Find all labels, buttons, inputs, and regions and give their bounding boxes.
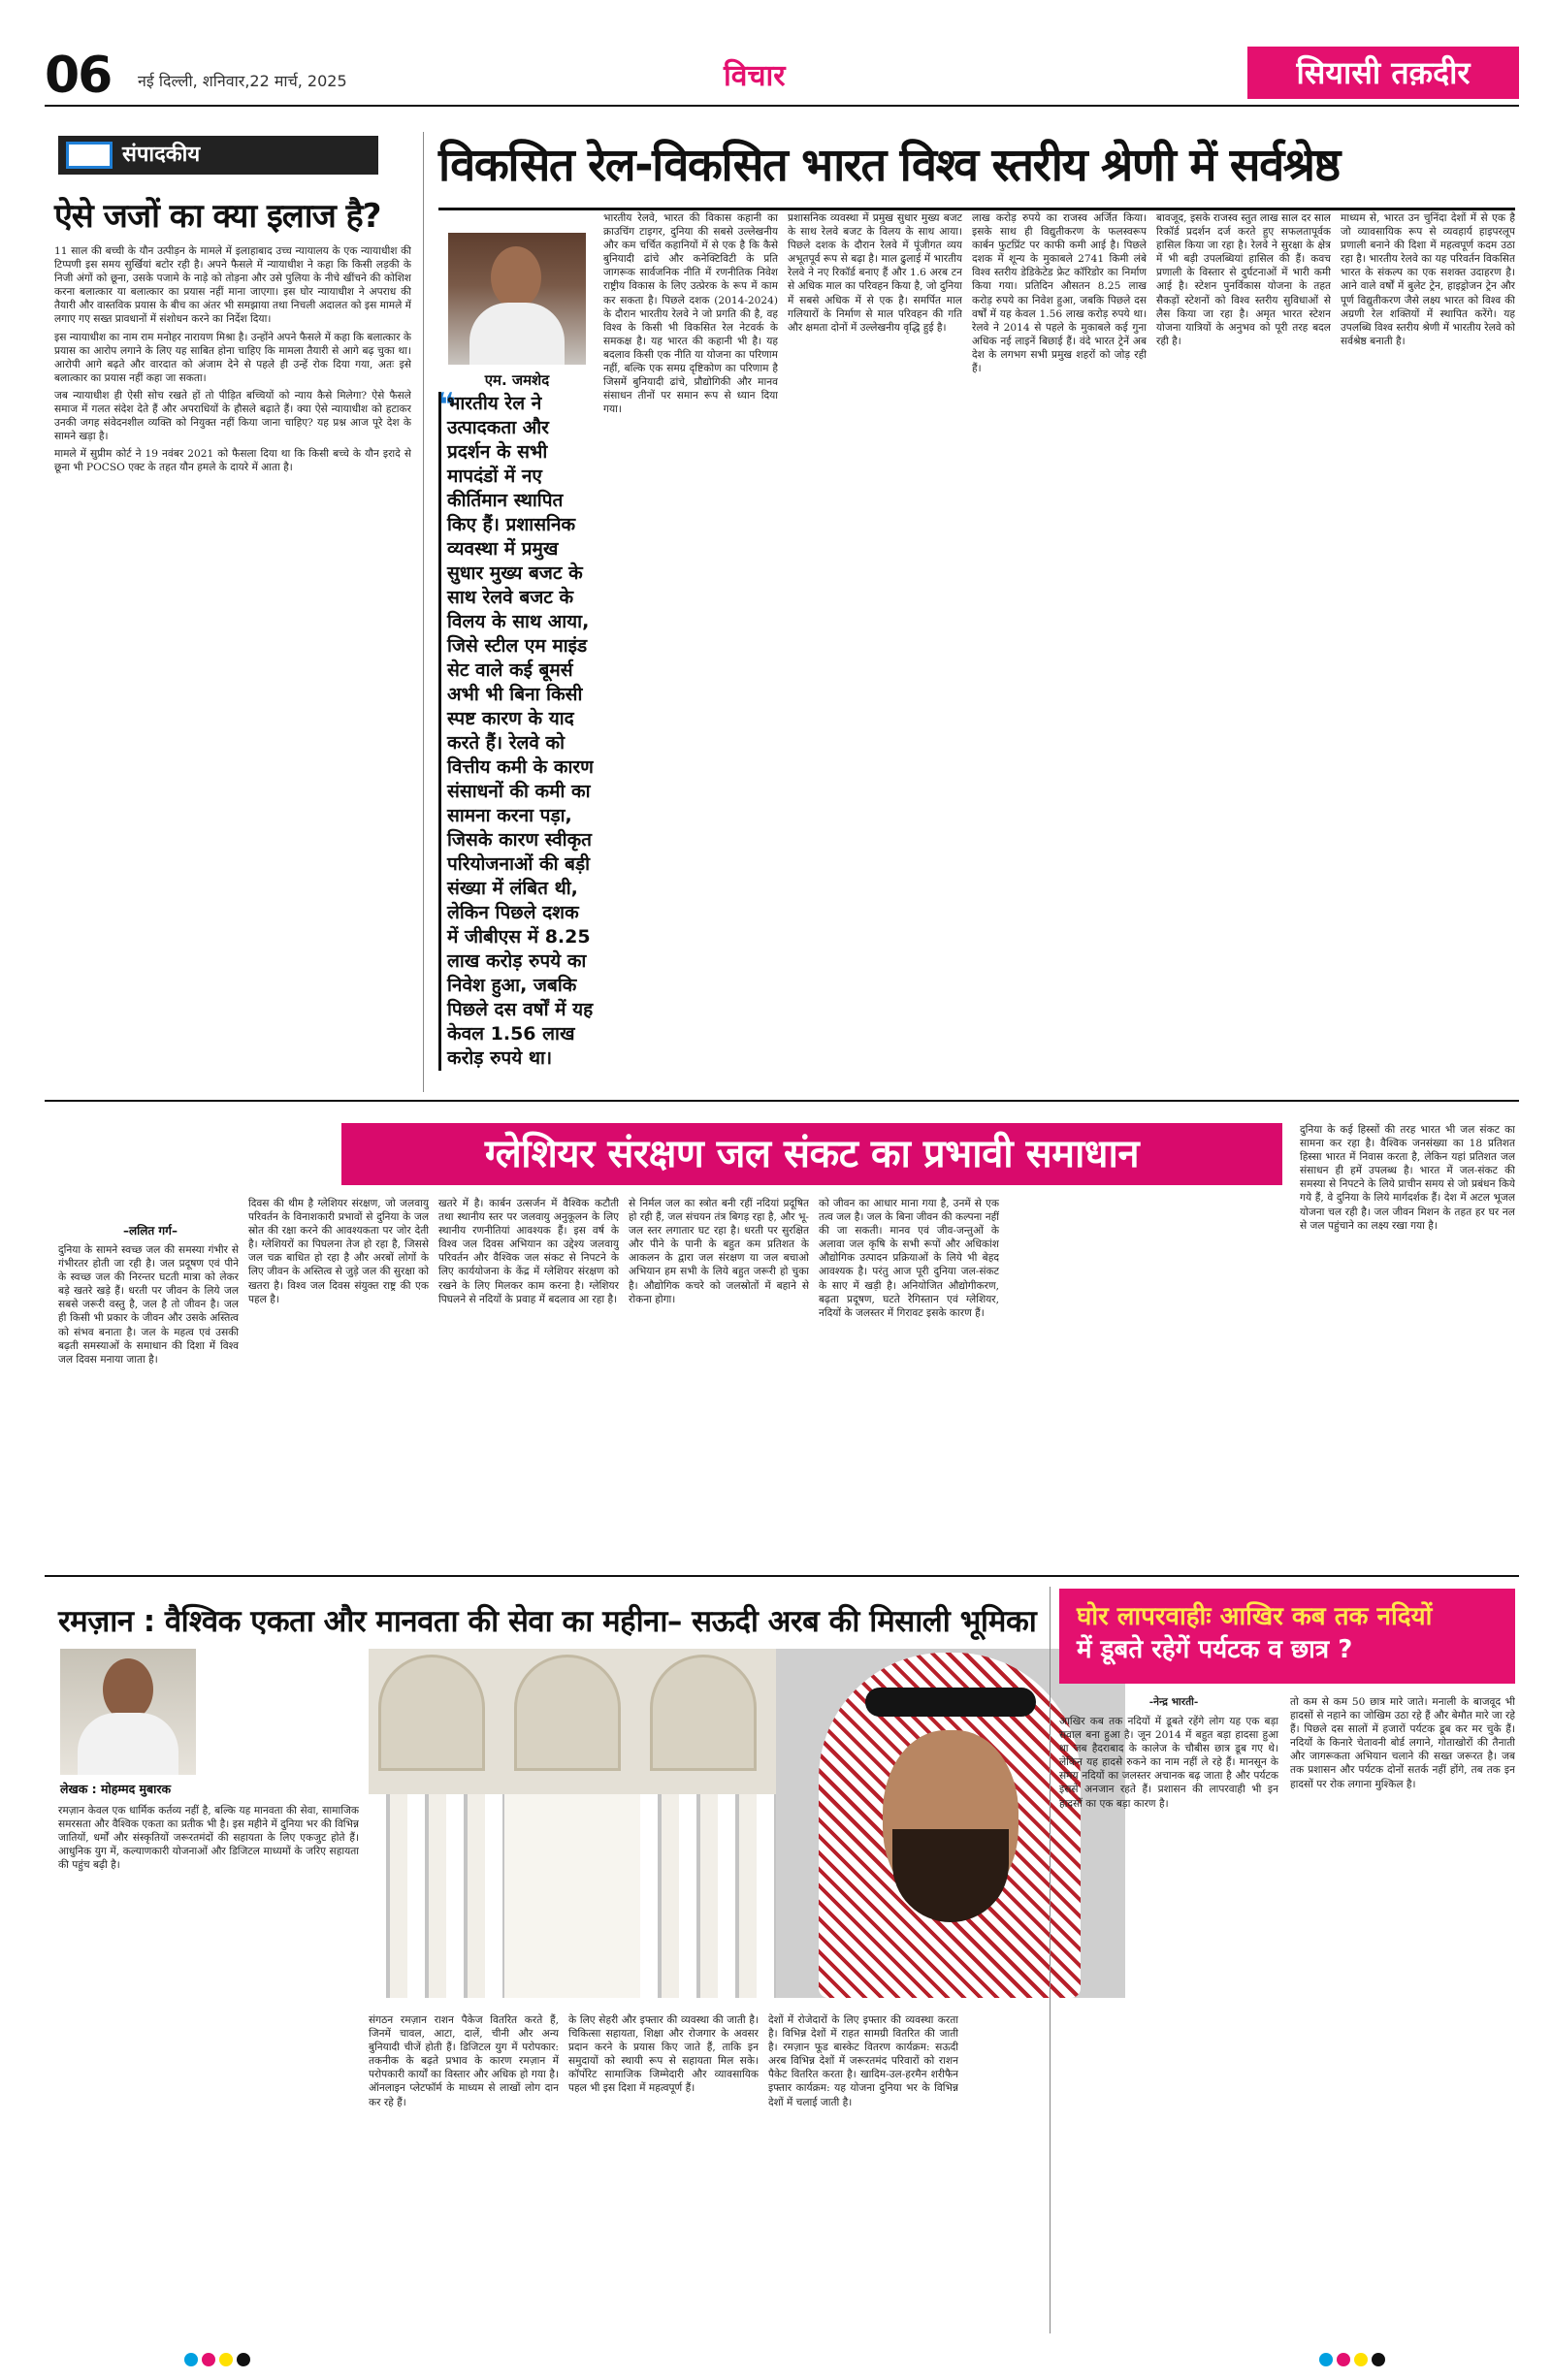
edition-date: नई दिल्ली, शनिवार,22 मार्च, 2025 — [138, 72, 347, 90]
lead-column: प्रशासनिक व्यवस्था में प्रमुख सुधार मुख्य बजट के साथ रेलवे बजट के विलय के साथ आया। पिछले दशक के दौरान रेलवे में पूंजीगत व्यय अभूतपूर्व रूप से बढ़ा है। माल ढुलाई में भारतीय रेलवे ने नए रिकॉर्ड बनाए हैं और 1.6 अरब टन से अधिक माल का परिवहन किया है, जो दुनिया में सबसे अधिक में से एक है। समर्पित माल गलियारों के निर्माण से माल परिवहन की गति और क्षमता दोनों में उल्लेखनीय वृद्धि हुई है। — [788, 212, 962, 334]
section-divider — [45, 1100, 1519, 1102]
lead-column: माध्यम से, भारत उन चुनिंदा देशों में से एक है जो व्यावसायिक रूप से व्यवहार्य हाइपरलूप प्रणाली बनाने की दिशा में महत्वपूर्ण कदम उठा रहा है। भारतीय रेलवे का यह परिवर्तन विकसित भारत के संकल्प का एक सशक्त उदाहरण है। आने वाले वर्षों में बुलेट ट्रेन, हाइड्रोजन ट्रेन और पूर्ण विद्युतीकरण जैसे लक्ष्य भारत को विश्व की अग्रणी रेल शक्तियों में स्थापित करेंगे। यह उपलब्धि विश्व स्तरीय श्रेणी में भारतीय रेलवे को सर्वश्रेष्ठ बनाती है। — [1341, 212, 1515, 347]
section-divider — [45, 1575, 1519, 1577]
editorial-paragraph: मामले में सुप्रीम कोर्ट ने 19 नवंबर 2021 को फैसला दिया था कि किसी बच्चे के यौन इरादे से छूना भी POCSO एक्ट के तहत यौन हमले के दायरे में आता है। — [54, 448, 411, 474]
pull-quote: भारतीय रेल ने उत्पादकता और प्रदर्शन के सभी मापदंडों में नए कीर्तिमान स्थापित किए हैं। प्रशासनिक व्यवस्था में प्रमुख सुधार मुख्य बजट के साथ रेलवे बजट के विलय के साथ आया, जिसे स्टील एम माइंड सेट वाले कई बूमर्स अभी भी बिना किसी स्पष्ट कारण के याद करते हैं। रेलवे को वित्तीय कमी के कारण संसाधनों की कमी का सामना करना पड़ा, जिसके कारण स्वीकृत परियोजनाओं की बड़ी संख्या में लंबित थी, लेकिन पिछले दशक में जीबीएस में 8.25 लाख करोड़ रुपये का निवेश हुआ, जबकि पिछले दस वर्षों में यह केवल 1.56 लाख करोड़ रुपये था। — [438, 392, 594, 1071]
lead-headline: विकसित रेल-विकसित भारत विश्व स्तरीय श्रेणी में सर्वश्रेष्ठ — [438, 132, 1515, 210]
page-number: 06 — [45, 47, 112, 105]
writer-label: लेखक : मोहम्मद मुबारक — [60, 1782, 172, 1796]
author-name: एम. जमशेद — [484, 371, 550, 389]
river-headline-line1: घोर लापरवाहीः आखिर कब तक नदियों — [1077, 1602, 1433, 1631]
editorial-paragraph: 11 साल की बच्ची के यौन उत्पीड़न के मामले में इलाहाबाद उच्च न्यायालय के एक न्यायाधीश की टिप्पणी इस समय सुर्खियां बटोर रही है। अपने फैसले में न्यायाधीश ने कहा कि किसी लड़की के निजी अंगों को छूना, उसके पजामे के नाड़े को तोड़ना और उसे पुलिया के नीचे खींचने की कोशिश करना बलात्कार या बलात्कार का प्रयास नहीं माना जाएगा। इस घोर न्यायाधीश ने अपराध की तैयारी और वास्तविक प्रयास के बीच का अंतर भी समझाया तथा निचली अदालत को इस मामले में लगाए गए सख्त प्रावधानों में संशोधन करने का निर्देश दिया। — [54, 245, 411, 326]
glacier-headline: ग्लेशियर संरक्षण जल संकट का प्रभावी समाधान — [341, 1123, 1282, 1185]
ramzan-column: देशों में रोजेदारों के लिए इफ्तार की व्यवस्था करता है। विभिन्न देशों में राहत सामग्री वितरित की जाती है। रमज़ान फूड बास्केट वितरण कार्यक्रम: सऊदी अरब विभिन्न देशों में जरूरतमंद परिवारों को राशन पैकेट वितरित करता है। खादिम-उल-हरमैन शरीफैन इफ्तार कार्यक्रम: यह योजना दुनिया भर के विभिन्न देशों में चलाई जाती है। — [768, 2014, 958, 2108]
lead-column: बावजूद, इसके राजस्व स्तुत लाख साल दर साल रिकॉर्ड प्रदर्शन दर्ज करते हुए सफलतापूर्वक हासिल किया जा रहा है। रेलवे ने सुरक्षा के क्षेत्र में भी बड़ी उपलब्धियां हासिल की हैं। कवच प्रणाली के विस्तार से दुर्घटनाओं में भारी कमी आई है। स्टेशन पुनर्विकास योजना के तहत सैकड़ों स्टेशनों को विश्व स्तरीय सुविधाओं से लैस किया जा रहा है। अमृत भारत स्टेशन योजना यात्रियों के अनुभव को पूरी तरह बदल रही है। — [1156, 212, 1331, 347]
ramzan-column: संगठन रमज़ान राशन पैकेज वितरित करते हैं, जिनमें चावल, आटा, दालें, चीनी और अन्य बुनियादी चीजें होती हैं। डिजिटल युग में परोपकार: तकनीक के बढ़ते प्रभाव के कारण रमज़ान में परोपकारी कार्यों का विस्तार और अधिक हो गया है। ऑनलाइन प्लेटफॉर्म के माध्यम से लाखों लोग दान कर रहे हैं। — [369, 2014, 559, 2108]
quote-mark-icon: ❝ — [436, 386, 456, 425]
editorial-paragraph: इस न्यायाधीश का नाम राम मनोहर नारायण मिश्रा है। उन्होंने अपने फैसले में कहा कि बलात्कार के प्रयास का आरोप लगाने के लिए यह साबित होना चाहिए कि मामला तैयारी से आगे बढ़ चुका था। आरोपी आगे बढ़ते और वारदात को अंजाम देने से पहले ही उन्हें रोक दिया गया, अतः इसे बलात्कार का प्रयास नहीं कहा जा सकता। — [54, 331, 411, 384]
river-column: तो कम से कम 50 छात्र मारे जाते। मनाली के बाजवूद भी हादसों से नहाने का जोखिम उठा रहे हैं और बेमौत मारे जा रहे हैं। पिछले दस सालों में हजारों पर्यटक डूब कर मर चुके हैं। नदियों के किनारे चेतावनी बोर्ड लगाने, गोताखोरों की तैनाती और जागरूकता अभियान चलाने की सख्त जरूरत है। जब तक प्रशासन और पर्यटक दोनों सतर्क नहीं होंगे, तब तक इन हादसों पर रोक लगाना मुश्किल है। — [1290, 1696, 1515, 1790]
editorial-tag-label: संपादकीय — [122, 143, 201, 167]
river-byline: -नेन्द्र भारती- — [1148, 1696, 1199, 1708]
ramzan-headline: रमज़ान : वैश्विक एकता और मानवता की सेवा का महीना– सऊदी अरब की मिसाली भूमिका — [58, 1604, 1037, 1639]
editorial-tag — [58, 136, 378, 175]
newspaper-brand: सियासी तक़दीर — [1247, 47, 1519, 99]
editorial-body — [54, 244, 411, 1088]
glacier-column: दुनिया के सामने स्वच्छ जल की समस्या गंभीर से गंभीरतर होती जा रही है। जल प्रदूषण एवं पीने के स्वच्छ जल की निरन्तर घटती मात्रा को लेकर बड़े खतरे खड़े हैं। धरती पर जीवन के लिये जल सबसे जरूरी वस्तु है, जल है तो जीवन है। जल ही किसी भी प्रकार के जीवन और उसके अस्तित्व को संभव बनाता है। जल के महत्व एवं उसकी बढ़ती समस्याओं के समाधान की दिशा में विश्व जल दिवस मनाया जाता है। — [58, 1244, 239, 1366]
editorial-title: ऐसे जजों का क्या इलाज है? — [54, 197, 381, 236]
author-photo — [448, 233, 586, 365]
river-headline — [1059, 1589, 1515, 1684]
masthead — [45, 47, 1519, 107]
column-divider — [1050, 1587, 1051, 2333]
glacier-column: दुनिया के कई हिस्सों की तरह भारत भी जल संकट का सामना कर रहा है। वैश्विक जनसंख्या का 18 प्रतिशत हिस्सा भारत में निवास करता है, लेकिन यहां प्रतिशत जल संसाधन ही हमें उपलब्ध है। भारत में जल-संकट की समस्या से निपटने के लिये प्राचीन समय से जो प्रबंधन किये गये हैं, वे दुनिया के लिये मार्गदर्शक हैं। देश में अटल भूजल योजना चल रही है। जल जीवन मिशन के तहत हर घर नल से जल पहुंचाने का लक्ष्य रखा गया है। — [1300, 1124, 1515, 1232]
lead-column: भारतीय रेलवे, भारत की विकास कहानी का क्राउचिंग टाइगर, दुनिया की सबसे उल्लेखनीय और कम चर्चित कहानियों में से एक है कि कैसे बुनियादी ढांचे और कनेक्टिविटी के प्रति जागरूक सार्वजनिक नीति में रणनीतिक निवेश राष्ट्रीय विकास के लिए उत्प्रेरक के रूप में काम कर सकता है। पिछले दशक (2014-2024) के दौरान भारतीय रेलवे ने जो प्रगति की है, वह विश्व के किसी भी विकसित रेल नेटवर्क के समकक्ष है। यह भारत की कहानी भी है। यह बदलाव किसी एक नीति या योजना का परिणाम नहीं, बल्कि एक समग्र दृष्टिकोण का परिणाम है जिसमें बुनियादी ढांचे, प्रौद्योगिकी और मानव संसाधन तीनों पर समान रूप से ध्यान दिया गया। — [603, 212, 778, 416]
writer-photo — [60, 1649, 196, 1775]
glacier-column: से निर्मल जल का स्त्रोत बनी रहीं नदियां प्रदूषित हो रही हैं, जल संचयन तंत्र बिगड़ रहा है, और भू-जल स्तर लगातार घट रहा है। धरती पर सुरक्षित और पीने के पानी के बहुत कम प्रतिशत के आकलन के द्वारा जल संरक्षण या जल बचाओ अभियान हम सभी के लिये बहुत जरूरी हो चुका है। औद्योगिक कचरे को जलस्रोतों में बहाने से रोकना होगा। — [629, 1198, 809, 1305]
section-label: विचार — [724, 59, 786, 93]
lead-column: लाख करोड़ रुपये का राजस्व अर्जित किया। इसके साथ ही विद्युतीकरण के फलस्वरूप कार्बन फुटप्रिंट पर काफी कमी आई है। पिछले दशक में शून्य के मुकाबले 2741 किमी लंबे विश्व स्तरीय डेडिकेटेड फ्रेट कॉरिडोर का निर्माण किया गया। प्रतिदिन औसतन 8.25 लाख करोड़ रुपये का निवेश हुआ, जबकि पिछले दस वर्षों में यह केवल 1.56 लाख करोड़ रुपये था। रेलवे ने 2014 से पहले के मुकाबले कई गुना अधिक नई लाइनें बिछाई हैं। वंदे भारत ट्रेनें अब देश के लगभग सभी प्रमुख शहरों को जोड़ रही हैं। — [972, 212, 1147, 375]
printer-color-bar — [184, 2353, 250, 2366]
glacier-byline: –ललित गर्ग– — [123, 1224, 178, 1238]
printer-color-bar — [1319, 2353, 1385, 2366]
river-headline-line2: में डूबते रहेगें पर्यटक व छात्र ? — [1077, 1635, 1353, 1664]
ramzan-column: रमज़ान केवल एक धार्मिक कर्तव्य नहीं है, बल्कि यह मानवता की सेवा, सामाजिक समरसता और वैश्विक एकता का प्रतीक भी है। इस महीने में दुनिया भर की विभिन्न जातियों, धर्मों और संस्कृतियों जरूरतमंदों की सहायता के लिए एकजुट होते हैं। आधुनिक युग में, कल्याणकारी योजनाओं और डिजिटल माध्यमों के जरिए सहायता की पहुंच बढ़ी है। — [58, 1805, 359, 1872]
mosque-iftar-photo — [369, 1649, 776, 1998]
column-divider — [423, 132, 424, 1092]
editorial-box-icon — [66, 142, 113, 169]
river-column: आखिर कब तक नदियों में डूबते रहेंगे लोग यह एक बड़ा सवाल बना हुआ है। जून 2014 में बहुत बड़ा हादसा हुआ था जब हैदराबाद के कालेज के चौबीस छात्र डूब गए थे। लेकिन यह हादसे रुकने का नाम नहीं ले रहे हैं। मानसून के समय नदियों का जलस्तर अचानक बढ़ जाता है और पर्यटक इससे अनजान रहते हैं। प्रशासन की लापरवाही भी इन हादसों का एक बड़ा कारण है। — [1059, 1716, 1278, 1810]
glacier-column: दिवस की थीम है ग्लेशियर संरक्षण, जो जलवायु परिवर्तन के विनाशकारी प्रभावों से दुनिया के जल स्रोत की रक्षा करने की आवश्यकता पर जोर देती है। ग्लेशियरों का पिघलना तेज हो रहा है, जिससे जल चक्र बाधित हो रहा है और अरबों लोगों के लिए जीवन के अस्तित्व से जुड़े जल की सुरक्षा को खतरा है। विश्व जल दिवस संयुक्त राष्ट्र की एक पहल है। — [248, 1198, 429, 1305]
ramzan-column: के लिए सेहरी और इफ्तार की व्यवस्था की जाती है। चिकित्सा सहायता, शिक्षा और रोजगार के अवसर प्रदान करने के प्रयास किए जाते हैं, ताकि इन समुदायों को स्थायी रूप से सहायता मिल सके। कॉर्पोरेट सामाजिक जिम्मेदारी और व्यावसायिक पहल भी इस दिशा में महत्वपूर्ण हैं। — [568, 2014, 759, 2095]
glacier-column: खतरे में है। कार्बन उत्सर्जन में वैश्विक कटौती तथा स्थानीय स्तर पर जलवायु अनुकूलन के लिए स्थानीय रणनीतियां आवश्यक हैं। इस वर्ष के विश्व जल दिवस अभियान का उद्देश्य जलवायु परिवर्तन और वैश्विक जल संकट से निपटने के लिए कार्ययोजना के केंद्र में ग्लेशियर संरक्षण को रखने के लिए मिलकर काम करना है। ग्लेशियर पिघलने से नदियों के प्रवाह में बदलाव आ रहा है। — [438, 1198, 619, 1305]
editorial-paragraph: जब न्यायाधीश ही ऐसी सोच रखते हों तो पीड़ित बच्चियों को न्याय कैसे मिलेगा? ऐसे फैसले समाज में गलत संदेश देते हैं और अपराधियों के हौसले बढ़ाते हैं। क्या ऐसे न्यायाधीश को हटाकर उनकी जगह संवेदनशील व्यक्ति को नियुक्त नहीं किया जाना चाहिए? यह प्रश्न आज पूरे देश के सामने खड़ा है। — [54, 389, 411, 443]
glacier-column: को जीवन का आधार माना गया है, उनमें से एक तत्व जल है। जल के बिना जीवन की कल्पना नहीं की जा सकती। मानव एवं जीव-जन्तुओं के अलावा जल कृषि के सभी रूपों और अधिकांश औद्योगिक उत्पादन प्रक्रियाओं के लिये भी बेहद आवश्यक है। परंतु आज पूरी दुनिया जल-संकट के साए में खड़ी है। अनियोजित औद्योगीकरण, बढ़ता प्रदूषण, घटते रेगिस्तान एवं ग्लेशियर, नदियों के जलस्तर में गिरावट इसके कारण हैं। — [819, 1198, 999, 1319]
